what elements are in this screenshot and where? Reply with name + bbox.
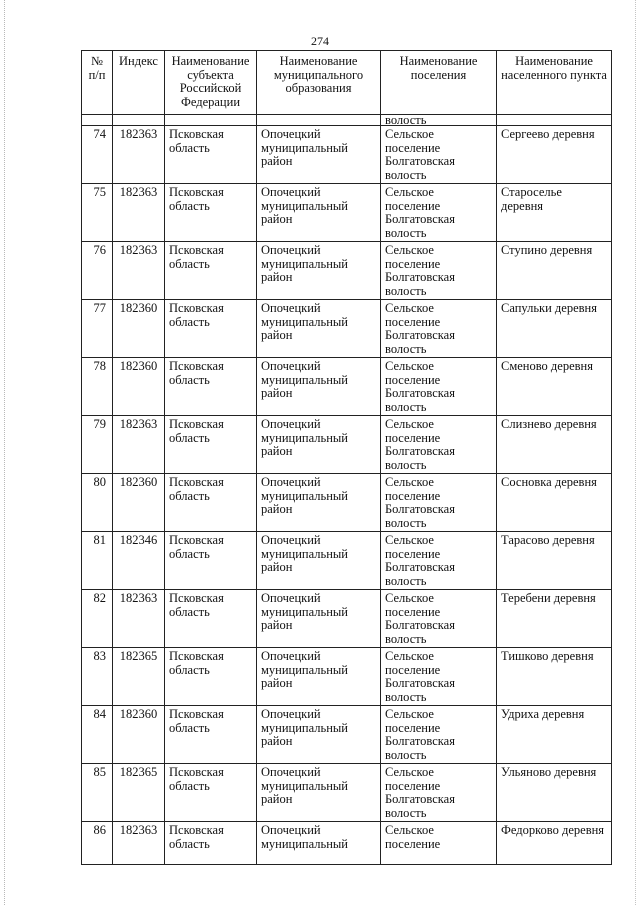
row-number-cell: 85 — [82, 764, 113, 822]
municipality-cell: Опочецкий муниципальный район — [257, 300, 381, 358]
municipality-cell: Опочецкий муниципальный район — [257, 126, 381, 184]
subject-cell: Псковская область — [165, 184, 257, 242]
row-number-cell: 84 — [82, 706, 113, 764]
subject-cell: Псковская область — [165, 358, 257, 416]
postal-index-cell: 182360 — [113, 474, 165, 532]
row-number-cell: 86 — [82, 822, 113, 865]
subject-cell: Псковская область — [165, 648, 257, 706]
locality-cell: Сосновка деревня — [497, 474, 612, 532]
settlement-cell: Сельское поселение Болгатовская волость — [381, 590, 497, 648]
municipality-cell: Опочецкий муниципальный — [257, 822, 381, 865]
continuation-row — [82, 115, 612, 126]
municipality-cell: Опочецкий муниципальный район — [257, 358, 381, 416]
settlement-cell: Сельское поселение Болгатовская волость — [381, 416, 497, 474]
settlements-table — [81, 50, 612, 865]
postal-index-cell: 182346 — [113, 532, 165, 590]
postal-index-cell: 182363 — [113, 242, 165, 300]
postal-index-cell: 182363 — [113, 590, 165, 648]
scan-margin-left — [4, 0, 5, 905]
locality-cell: Федорково деревня — [497, 822, 612, 865]
table-row — [82, 474, 612, 532]
table-cell — [113, 115, 165, 126]
municipality-cell: Опочецкий муниципальный район — [257, 648, 381, 706]
subject-cell: Псковская область — [165, 416, 257, 474]
row-number-cell: 80 — [82, 474, 113, 532]
subject-cell: Псковская область — [165, 706, 257, 764]
table-cell — [257, 115, 381, 126]
settlement-cell: Сельское поселение Болгатовская волость — [381, 764, 497, 822]
row-number-cell: 79 — [82, 416, 113, 474]
table-row — [82, 242, 612, 300]
continuation-cell: волость — [381, 115, 497, 126]
subject-cell: Псковская область — [165, 590, 257, 648]
locality-cell: Сапульки деревня — [497, 300, 612, 358]
postal-index-cell: 182360 — [113, 706, 165, 764]
municipality-cell: Опочецкий муниципальный район — [257, 706, 381, 764]
table-row — [82, 300, 612, 358]
scan-margin-right — [635, 0, 636, 905]
subject-cell: Псковская область — [165, 474, 257, 532]
locality-cell: Сменово деревня — [497, 358, 612, 416]
table-row — [82, 184, 612, 242]
page-number: 274 — [311, 34, 329, 48]
municipality-cell: Опочецкий муниципальный район — [257, 474, 381, 532]
row-number-cell: 78 — [82, 358, 113, 416]
municipality-cell: Опочецкий муниципальный район — [257, 532, 381, 590]
table-row — [82, 358, 612, 416]
settlement-cell: Сельское поселение — [381, 822, 497, 865]
settlement-cell: Сельское поселение Болгатовская волость — [381, 532, 497, 590]
subject-cell: Псковская область — [165, 532, 257, 590]
postal-index-cell: 182363 — [113, 416, 165, 474]
postal-index-cell: 182360 — [113, 300, 165, 358]
municipality-cell: Опочецкий муниципальный район — [257, 764, 381, 822]
postal-index-cell: 182360 — [113, 358, 165, 416]
row-number-cell: 82 — [82, 590, 113, 648]
table-row — [82, 706, 612, 764]
row-number-cell: 77 — [82, 300, 113, 358]
municipality-cell: Опочецкий муниципальный район — [257, 590, 381, 648]
settlement-cell: Сельское поселение Болгатовская волость — [381, 474, 497, 532]
table-cell — [165, 115, 257, 126]
settlement-cell: Сельское поселение Болгатовская волость — [381, 300, 497, 358]
locality-cell: Тарасово деревня — [497, 532, 612, 590]
subject-cell: Псковская область — [165, 822, 257, 865]
municipality-cell: Опочецкий муниципальный район — [257, 242, 381, 300]
table-cell — [497, 115, 612, 126]
locality-cell: Удриха деревня — [497, 706, 612, 764]
locality-cell: Сергеево деревня — [497, 126, 612, 184]
header-number: № п/п — [82, 51, 113, 115]
municipality-cell: Опочецкий муниципальный район — [257, 416, 381, 474]
subject-cell: Псковская область — [165, 300, 257, 358]
table-row — [82, 590, 612, 648]
table-header-row — [82, 51, 612, 115]
header-settlement: Наименование поселения — [381, 51, 497, 115]
header-index: Индекс — [113, 51, 165, 115]
settlement-cell: Сельское поселение Болгатовская волость — [381, 126, 497, 184]
postal-index-cell: 182365 — [113, 764, 165, 822]
header-subject: Наименование субъекта Российской Федерации — [165, 51, 257, 115]
settlement-cell: Сельское поселение Болгатовская волость — [381, 648, 497, 706]
locality-cell: Теребени деревня — [497, 590, 612, 648]
row-number-cell: 74 — [82, 126, 113, 184]
table-row — [82, 764, 612, 822]
settlement-cell: Сельское поселение Болгатовская волость — [381, 706, 497, 764]
settlement-cell: Сельское поселение Болгатовская волость — [381, 358, 497, 416]
postal-index-cell: 182365 — [113, 648, 165, 706]
row-number-cell: 81 — [82, 532, 113, 590]
locality-cell: Слизнево деревня — [497, 416, 612, 474]
table-row — [82, 648, 612, 706]
postal-index-cell: 182363 — [113, 822, 165, 865]
subject-cell: Псковская область — [165, 126, 257, 184]
table-cell — [82, 115, 113, 126]
table-row — [82, 126, 612, 184]
locality-cell: Ступино деревня — [497, 242, 612, 300]
settlement-cell: Сельское поселение Болгатовская волость — [381, 184, 497, 242]
settlement-cell: Сельское поселение Болгатовская волость — [381, 242, 497, 300]
header-municipality: Наименование муниципального образования — [257, 51, 381, 115]
subject-cell: Псковская область — [165, 242, 257, 300]
locality-cell: Староселье деревня — [497, 184, 612, 242]
table-row — [82, 416, 612, 474]
postal-index-cell: 182363 — [113, 126, 165, 184]
locality-cell: Тишково деревня — [497, 648, 612, 706]
locality-cell: Ульяново деревня — [497, 764, 612, 822]
table-row — [82, 822, 612, 865]
row-number-cell: 75 — [82, 184, 113, 242]
postal-index-cell: 182363 — [113, 184, 165, 242]
subject-cell: Псковская область — [165, 764, 257, 822]
row-number-cell: 83 — [82, 648, 113, 706]
row-number-cell: 76 — [82, 242, 113, 300]
municipality-cell: Опочецкий муниципальный район — [257, 184, 381, 242]
table-row — [82, 532, 612, 590]
header-locality: Наименование населенного пункта — [497, 51, 612, 115]
